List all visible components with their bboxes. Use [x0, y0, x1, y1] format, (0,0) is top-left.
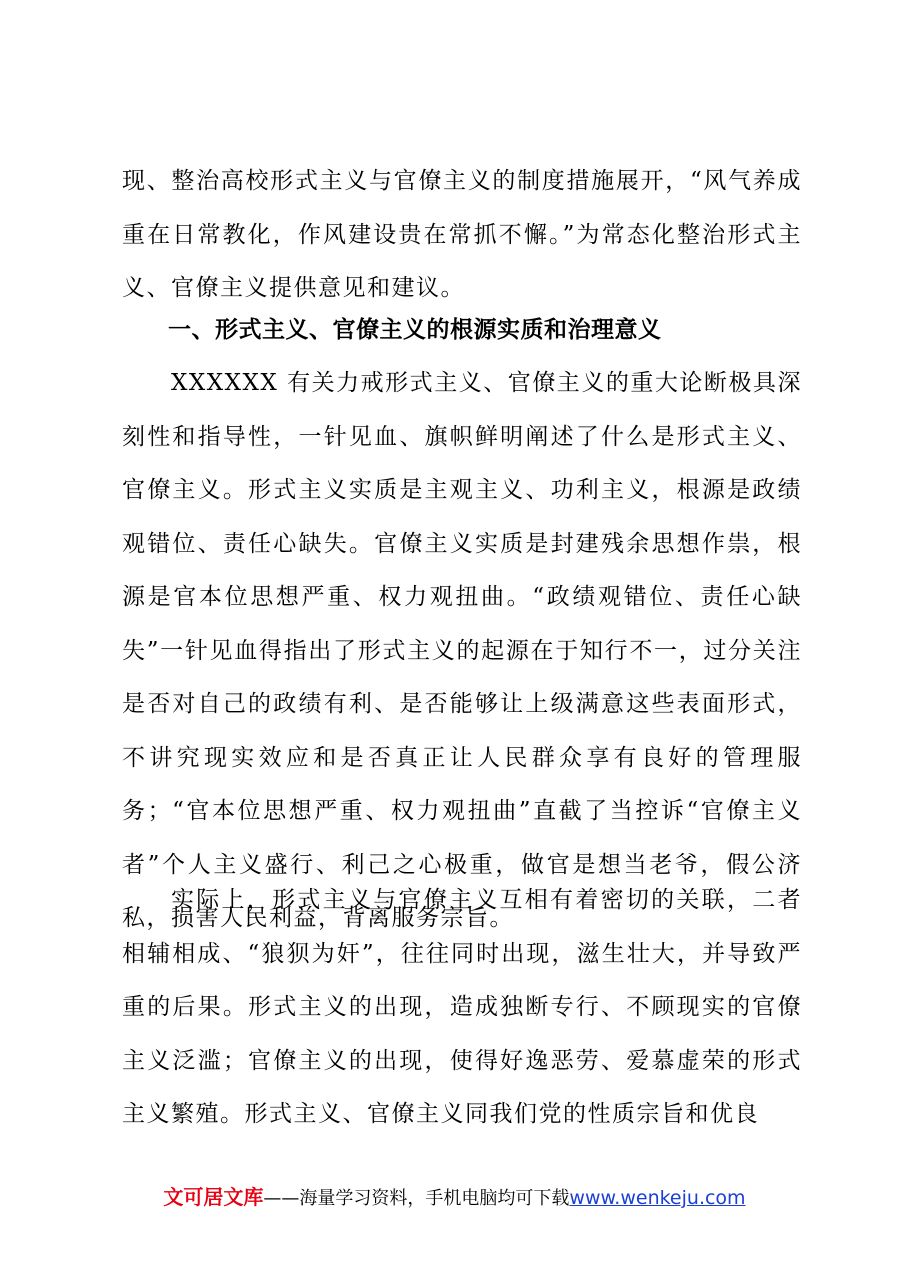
- paragraph: 实际上，形式主义与官僚主义互相有着密切的关联，二者相辅相成、“狼狈为奸”，往往同时出现，滋生壮大，并导致严重的后果。形式主义的出现，造成独断专行、不顾现实的官僚主义泛滥；官僚主义的出现，使得好逸恶劳、爱慕虚荣的形式主义繁殖。形式主义、官僚主义同我们党的性质宗旨和优良: [122, 887, 802, 1127]
- footer-brand: 文可居文库: [163, 1185, 264, 1209]
- section-heading: 一、形式主义、官僚主义的根源实质和治理意义: [168, 317, 662, 343]
- paragraph-continuation: 现、整治高校形式主义与官僚主义的制度措施展开，“风气养成重在日常教化，作风建设贵在常抓不懈。”为常态化整治形式主义、官僚主义提供意见和建议。: [122, 168, 802, 301]
- footer-slogan: ——海量学习资料，手机电脑均可下载: [263, 1188, 570, 1209]
- page-footer: [0, 1181, 909, 1210]
- footer-website-link[interactable]: www.wenkeju.com: [569, 1187, 746, 1209]
- paragraph: XXXXXX 有关力戒形式主义、官僚主义的重大论断极具深刻性和指导性，一针见血、旗帜鲜明阐述了什么是形式主义、官僚主义。形式主义实质是主观主义、功利主义，根源是政绩观错位、责任心缺失。官僚主义实质是封建残余思想作祟，根源是官本位思想严重、权力观扭曲。“政绩观错位、责任心缺失”一针见血得指出了形式主义的起源在于知行不一，过分关注是否对自己的政绩有利、是否能够让上级满意这些表面形式，不讲究现实效应和是否真正让人民群众享有良好的管理服务；“官本位思想严重、权力观扭曲”直截了当控诉“官僚主义者”个人主义盛行、利己之心极重，做官是想当老爷，假公济私，损害人民利益，背离服务宗旨。: [122, 370, 802, 931]
